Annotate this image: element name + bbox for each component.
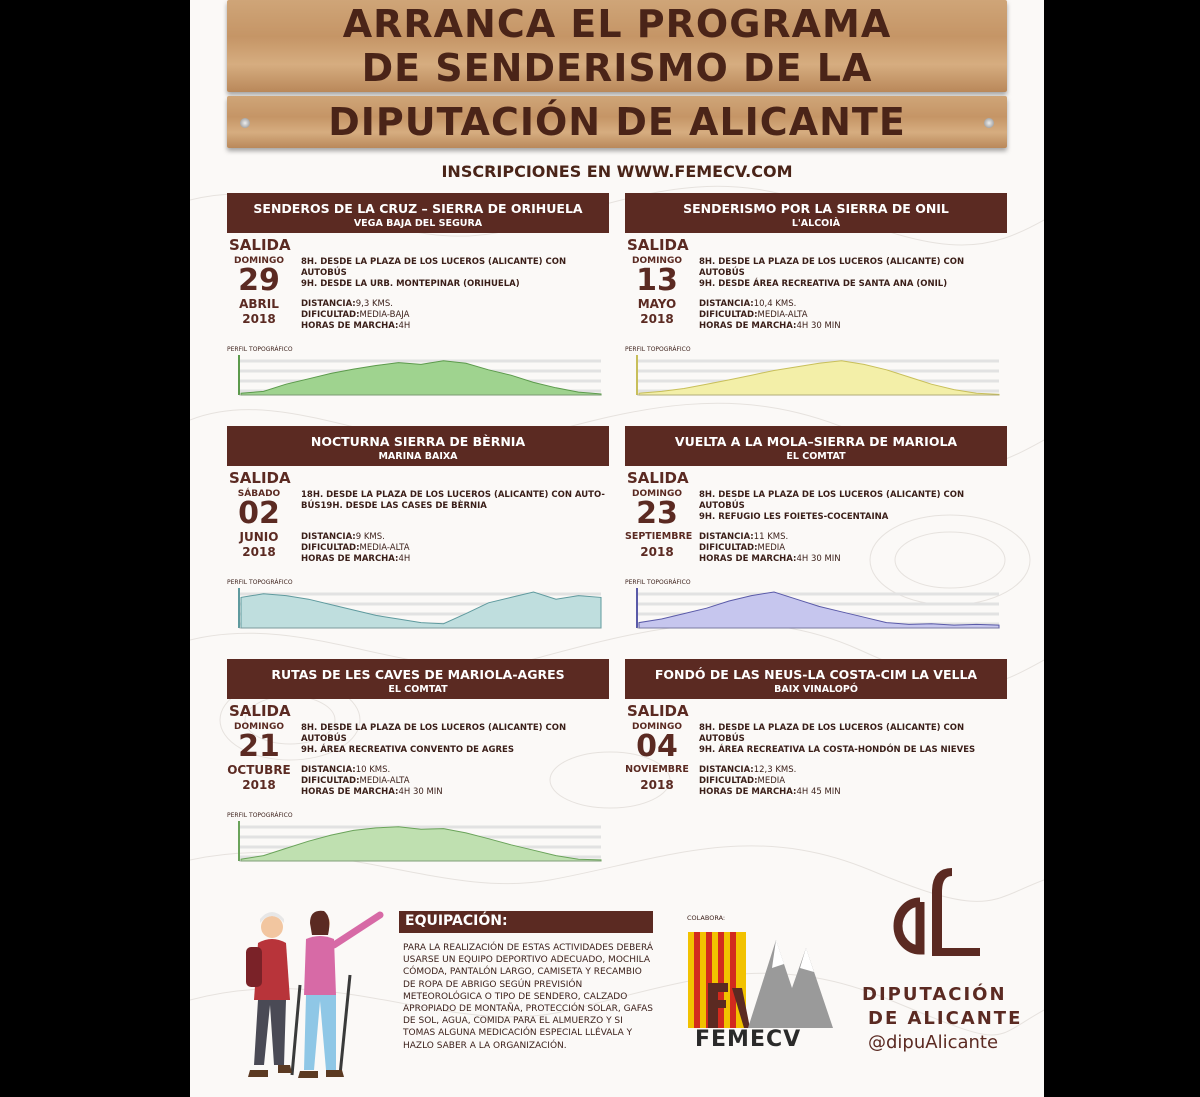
distance-value: 9,3 KMS. — [355, 299, 393, 309]
equipment-heading: EQUIPACIÓN: — [399, 911, 653, 933]
difficulty-label: DIFICULTAD: — [301, 310, 360, 320]
route-stats — [699, 299, 841, 332]
difficulty-row — [301, 776, 443, 787]
departure-line: 8H. DESDE LA PLAZA DE LOS LUCEROS (ALICANTE) CON AUTOBÚS — [699, 490, 965, 511]
distance-value: 10 KMS. — [355, 765, 391, 775]
departure-line: 9H. ÁREA RECREATIVA LA COSTA-HONDÓN DE LAS NIEVES — [699, 745, 976, 755]
distance-label: DISTANCIA: — [301, 532, 356, 542]
route-header — [227, 659, 609, 699]
difficulty-value: MEDIA-BAJA — [359, 310, 410, 320]
route-weekday: DOMINGO — [632, 489, 682, 499]
route-header — [227, 426, 609, 466]
hours-row — [699, 787, 841, 798]
distance-row — [699, 765, 841, 776]
route-day: 13 — [636, 263, 678, 298]
hours-label: HORAS DE MARCHA: — [699, 787, 797, 797]
route-region: BAIX VINALOPÓ — [774, 684, 858, 695]
route-date — [625, 722, 689, 792]
difficulty-row — [699, 310, 841, 321]
route-weekday: DOMINGO — [632, 722, 682, 732]
route-header — [227, 193, 609, 233]
elevation-profile-chart — [627, 586, 1005, 638]
distance-row — [301, 765, 443, 776]
route-departures — [699, 723, 1009, 756]
title-line-2: DE SENDERISMO DE LA — [361, 46, 873, 90]
route-month: SEPTIEMBRE — [625, 531, 693, 542]
route-stats — [301, 532, 410, 565]
route-weekday: DOMINGO — [234, 722, 284, 732]
route-region: VEGA BAJA DEL SEGURA — [353, 218, 483, 229]
route-header — [625, 659, 1007, 699]
route-card — [625, 193, 1007, 418]
departure-line: 9H. REFUGIO LES FOIETES-COCENTAINA — [699, 512, 889, 522]
route-departures — [301, 490, 611, 512]
route-departures — [699, 257, 1009, 290]
hours-row — [301, 321, 410, 332]
route-card — [227, 659, 609, 884]
route-header — [625, 193, 1007, 233]
route-title: RUTAS DE LES CAVES DE MARIOLA-AGRES — [271, 667, 565, 682]
salida-label: SALIDA — [627, 236, 689, 254]
route-month: OCTUBRE — [227, 763, 291, 777]
departure-line: BÚS19H. DESDE LAS CASES DE BÈRNIA — [301, 501, 487, 511]
difficulty-row — [301, 310, 410, 321]
route-year: 2018 — [242, 545, 276, 559]
route-weekday: DOMINGO — [234, 256, 284, 266]
difficulty-value: MEDIA — [757, 543, 786, 553]
femecv-logo — [688, 928, 833, 1028]
route-year: 2018 — [640, 312, 674, 326]
hours-value: 4H — [398, 554, 411, 564]
hours-label: HORAS DE MARCHA: — [301, 321, 399, 331]
distance-label: DISTANCIA: — [301, 765, 356, 775]
route-day: 29 — [238, 263, 280, 298]
route-weekday: DOMINGO — [632, 256, 682, 266]
distance-row — [699, 532, 841, 543]
elevation-profile-chart — [229, 819, 607, 871]
distance-label: DISTANCIA: — [699, 299, 754, 309]
route-month: MAYO — [637, 297, 677, 311]
route-day: 02 — [238, 496, 280, 531]
difficulty-value: MEDIA — [757, 776, 786, 786]
title-line-1: ARRANCA EL PROGRAMA — [342, 2, 892, 46]
route-card — [227, 193, 609, 418]
equipment-text: PARA LA REALIZACIÓN DE ESTAS ACTIVIDADES DEBERÁ USARSE UN EQUIPO DEPORTIVO ADECUADO, MOCHILA CÓMODA, PANTALÓN LARGO, CAMISETA Y RECAMBIO DE ROPA DE ABRIGO SEGÚN PREVISIÓN METEOROLÓGICA O TIPO DE SENDERO, CALZADO APROPIADO DE MONTAÑA, PROTECCIÓN SOLAR, GAFAS DE SOL, AGUA, COMIDA PARA EL ALMUERZO Y SI TOMAS ALGUNA MEDICACIÓN ESPECIAL LLÉVALA Y HAZLO SABER A LA ORGANIZACIÓN. — [403, 943, 654, 1051]
route-date — [625, 256, 689, 326]
departure-line: 8H. DESDE LA PLAZA DE LOS LUCEROS (ALICANTE) CON AUTOBÚS — [699, 723, 965, 744]
diputacion-logo — [890, 862, 986, 962]
route-card — [625, 426, 1007, 651]
route-date — [227, 489, 291, 559]
route-title: SENDERISMO POR LA SIERRA DE ONIL — [683, 201, 949, 216]
hours-value: 4H 45 MIN — [796, 787, 841, 797]
hours-label: HORAS DE MARCHA: — [699, 554, 797, 564]
title-line-3: DIPUTACIÓN DE ALICANTE — [328, 100, 906, 144]
distance-value: 12,3 KMS. — [753, 765, 797, 775]
salida-label: SALIDA — [627, 469, 689, 487]
hours-row — [699, 321, 841, 332]
route-year: 2018 — [640, 778, 674, 792]
route-departures — [699, 490, 1009, 523]
hours-row — [699, 554, 841, 565]
route-day: 04 — [636, 729, 678, 764]
elevation-area — [639, 361, 999, 395]
route-stats — [699, 765, 841, 798]
profile-label: PERFIL TOPOGRÁFICO — [227, 579, 293, 586]
route-year: 2018 — [640, 545, 674, 559]
route-title: FONDÓ DE LAS NEUS-LA COSTA-CIM LA VELLA — [654, 667, 978, 682]
salida-label: SALIDA — [627, 702, 689, 720]
route-region: EL COMTAT — [388, 684, 448, 695]
difficulty-value: MEDIA-ALTA — [359, 543, 410, 553]
departure-line: 9H. DESDE LA URB. MONTEPINAR (ORIHUELA) — [301, 279, 520, 289]
route-card — [625, 659, 1007, 884]
poster — [190, 0, 1044, 1097]
route-month: NOVIEMBRE — [625, 764, 689, 775]
route-card — [227, 426, 609, 651]
distance-label: DISTANCIA: — [699, 765, 754, 775]
route-weekday: SÁBADO — [237, 489, 281, 499]
profile-label: PERFIL TOPOGRÁFICO — [625, 346, 691, 353]
route-stats — [699, 532, 841, 565]
difficulty-label: DIFICULTAD: — [699, 543, 758, 553]
diputacion-handle[interactable]: @dipuAlicante — [868, 1032, 999, 1053]
elevation-area — [241, 592, 601, 628]
salida-label: SALIDA — [229, 702, 291, 720]
distance-label: DISTANCIA: — [301, 299, 356, 309]
route-title: NOCTURNA SIERRA DE BÈRNIA — [310, 434, 526, 449]
distance-value: 11 KMS. — [753, 532, 789, 542]
route-departures — [301, 257, 611, 290]
difficulty-label: DIFICULTAD: — [301, 776, 360, 786]
departure-line: 9H. ÁREA RECREATIVA CONVENTO DE AGRES — [301, 745, 514, 755]
hours-value: 4H — [398, 321, 411, 331]
route-month: JUNIO — [239, 530, 279, 544]
difficulty-label: DIFICULTAD: — [699, 776, 758, 786]
distance-value: 9 KMS. — [355, 532, 385, 542]
salida-label: SALIDA — [229, 236, 291, 254]
route-month: ABRIL — [239, 297, 279, 311]
route-region: MARINA BAIXA — [378, 451, 458, 462]
route-date — [227, 722, 291, 792]
hours-value: 4H 30 MIN — [398, 787, 443, 797]
departure-line: 8H. DESDE LA PLAZA DE LOS LUCEROS (ALICANTE) CON AUTOBÚS — [301, 723, 567, 744]
difficulty-row — [699, 543, 841, 554]
difficulty-label: DIFICULTAD: — [301, 543, 360, 553]
hours-label: HORAS DE MARCHA: — [301, 554, 399, 564]
elevation-profile-chart — [229, 353, 607, 405]
hours-label: HORAS DE MARCHA: — [699, 321, 797, 331]
profile-label: PERFIL TOPOGRÁFICO — [227, 346, 293, 353]
hours-row — [301, 787, 443, 798]
femecv-name: FEMECV — [695, 1027, 802, 1052]
distance-row — [301, 532, 410, 543]
profile-label: PERFIL TOPOGRÁFICO — [227, 812, 293, 819]
departure-line: 9H. DESDE ÁREA RECREATIVA DE SANTA ANA (ONIL) — [699, 279, 948, 289]
diputacion-name-line1: DIPUTACIÓN — [862, 984, 1007, 1005]
difficulty-value: MEDIA-ALTA — [757, 310, 808, 320]
route-day: 21 — [238, 729, 280, 764]
hours-value: 4H 30 MIN — [796, 321, 841, 331]
route-header — [625, 426, 1007, 466]
profile-label: PERFIL TOPOGRÁFICO — [625, 579, 691, 586]
difficulty-value: MEDIA-ALTA — [359, 776, 410, 786]
route-year: 2018 — [242, 778, 276, 792]
route-stats — [301, 299, 410, 332]
route-date — [625, 489, 693, 559]
elevation-area — [241, 827, 601, 861]
route-title: VUELTA A LA MOLA–SIERRA DE MARIOLA — [674, 434, 958, 449]
hours-label: HORAS DE MARCHA: — [301, 787, 399, 797]
diputacion-name-line2: DE ALICANTE — [868, 1008, 1023, 1029]
route-region: L'ALCOIÀ — [791, 218, 841, 229]
departure-line: 8H. DESDE LA PLAZA DE LOS LUCEROS (ALICANTE) CON AUTOBÚS — [699, 257, 965, 278]
distance-row — [301, 299, 410, 310]
colabora-label: COLABORA: — [687, 914, 726, 922]
hikers-illustration — [240, 905, 390, 1085]
distance-label: DISTANCIA: — [699, 532, 754, 542]
distance-row — [699, 299, 841, 310]
hours-row — [301, 554, 410, 565]
elevation-area — [241, 361, 601, 395]
route-title: SENDEROS DE LA CRUZ – SIERRA DE ORIHUELA — [253, 201, 583, 216]
route-stats — [301, 765, 443, 798]
departure-line: 8H. DESDE LA PLAZA DE LOS LUCEROS (ALICANTE) CON AUTOBÚS — [301, 257, 567, 278]
difficulty-row — [301, 543, 410, 554]
difficulty-label: DIFICULTAD: — [699, 310, 758, 320]
route-year: 2018 — [242, 312, 276, 326]
distance-value: 10,4 KMS. — [753, 299, 797, 309]
hours-value: 4H 30 MIN — [796, 554, 841, 564]
registration-link[interactable]: INSCRIPCIONES EN WWW.FEMECV.COM — [441, 162, 793, 181]
difficulty-row — [699, 776, 841, 787]
route-day: 23 — [636, 496, 678, 531]
salida-label: SALIDA — [229, 469, 291, 487]
route-date — [227, 256, 291, 326]
route-region: EL COMTAT — [786, 451, 846, 462]
departure-line: 18H. DESDE LA PLAZA DE LOS LUCEROS (ALICANTE) CON AUTO- — [301, 490, 605, 500]
route-departures — [301, 723, 611, 756]
elevation-profile-chart — [229, 586, 607, 638]
elevation-profile-chart — [627, 353, 1005, 405]
